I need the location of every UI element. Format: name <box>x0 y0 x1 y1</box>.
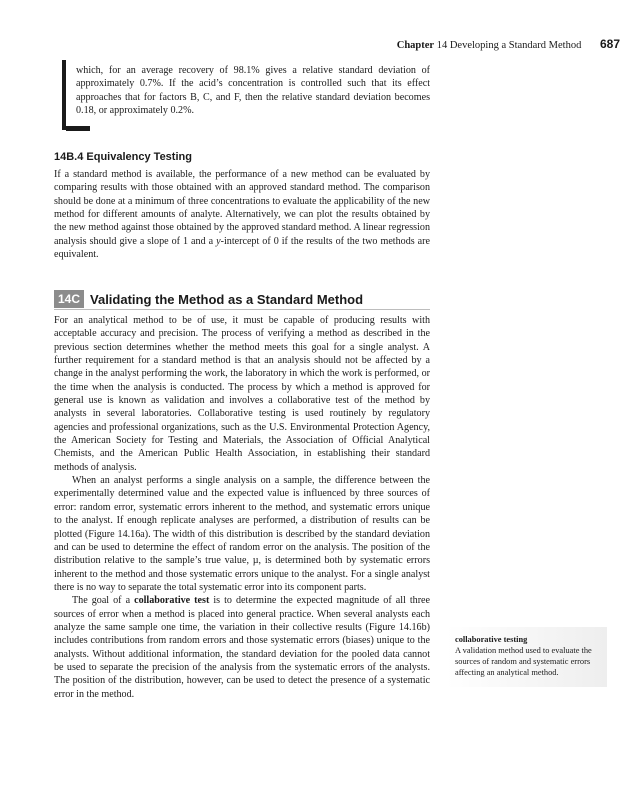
chapter-number: 14 <box>436 40 448 51</box>
paragraph-3-lead: The goal of a <box>72 595 135 607</box>
margin-note-definition: A validation method used to evaluate the sources of random and systematic errors affecting an analytical method. <box>455 646 592 677</box>
section-14b4-body <box>54 168 430 261</box>
chapter-label: Chapter <box>396 40 435 51</box>
y-variable: y <box>216 235 221 247</box>
chapter-title: Developing a Standard Method <box>449 40 582 51</box>
equivalency-text-2: -intercept of 0 if the results of the two methods are equivalent. <box>54 235 430 261</box>
equivalency-paragraph <box>54 168 430 261</box>
continuation-bar-foot <box>66 126 90 131</box>
key-term: collaborative test <box>134 595 210 607</box>
page-number: 687 <box>599 37 620 51</box>
body-paragraph-1: For an analytical method to be of use, it must be capable of producing results with acceptable accuracy and precision. The process of verifying a method as described in the previous section determines whether the method meets this goal for a single analyst. A further requirement for a standard method is that an analysis should not be affected by a change in the analyst performing the work, the laboratory in which the work is performed, or the time when the analysis is conducted. The process by which a method is approved for general use is known as validation and involves a collaborative test of the method by analysts in several laboratories. Collaborative testing is used routinely by regulatory agencies and professional organizations, such as the U.S. Environmental Protection Agency, the American Society for Testing and Materials, the Association of Official Analytical Chemists, and the American Public Health Association, in establishing their standard methods of analysis. <box>54 315 430 473</box>
section-14c-body <box>54 314 430 701</box>
section-number-badge: 14C <box>54 290 84 308</box>
equivalency-text-1: If a standard method is available, the performance of a new method can be evaluated by comparing results with those obtained with an approved standard method. The comparison should be done at a minimum of three concentrations to evaluate the applicability of the new method for different amounts of analyte. Alternatively, we can plot the results obtained by the new method against those obtained by the approved standard method. A linear regression analysis should give a slope of 1 and a <box>54 169 430 247</box>
continued-example <box>76 64 430 117</box>
section-heading-14c <box>54 289 363 309</box>
margin-note <box>455 634 605 678</box>
margin-note-term: collaborative testing <box>455 635 528 644</box>
continued-paragraph: which, for an average recovery of 98.1% gives a relative standard deviation of approximately 0.7%. If the acid’s concentration is controlled such that its effect approaches that for factors B, C, and F, then the relative standard deviation becomes 0.18, or approximately 0.2%. <box>76 65 430 117</box>
section-title: Validating the Method as a Standard Method <box>90 291 364 307</box>
continuation-bar <box>62 60 66 130</box>
running-header <box>397 37 620 51</box>
body-paragraph-3 <box>54 594 430 701</box>
body-paragraph-2: When an analyst performs a single analysis on a sample, the difference between the experimentally determined value and the expected value is influenced by three sources of error: random error, systematic errors inherent to the method, and systematic errors unique to the analyst. If enough replicate analyses are performed, a distribution of results can be plotted (Figure 14.16a). The width of this distribution is described by the standard deviation and can be used to determine the effect of random error on the analysis. The position of the distribution relative to the sample’s true value, µ, is determined both by systematic errors inherent to the method and those systematic errors unique to the analyst. For a single analyst there is no way to separate the total systematic error into its component parts. <box>54 475 430 593</box>
section-divider <box>54 309 430 310</box>
section-heading-14b4: 14B.4 Equivalency Testing <box>54 151 192 163</box>
paragraph-3-rest: is to determine the expected magnitude of all three sources of error when a method is placed into general practice. When several analysts each analyze the same sample one time, the variation in their collective results (Figure 14.16b) includes contributions from random errors and those systematic errors (biases) unique to the analysts. Without additional information, the standard deviation for the pooled data cannot be used to separate the precision of the analysis from the systematic errors of the analysts. The position of the distribution, however, can be used to detect the presence of a systematic error in the method. <box>54 595 431 700</box>
